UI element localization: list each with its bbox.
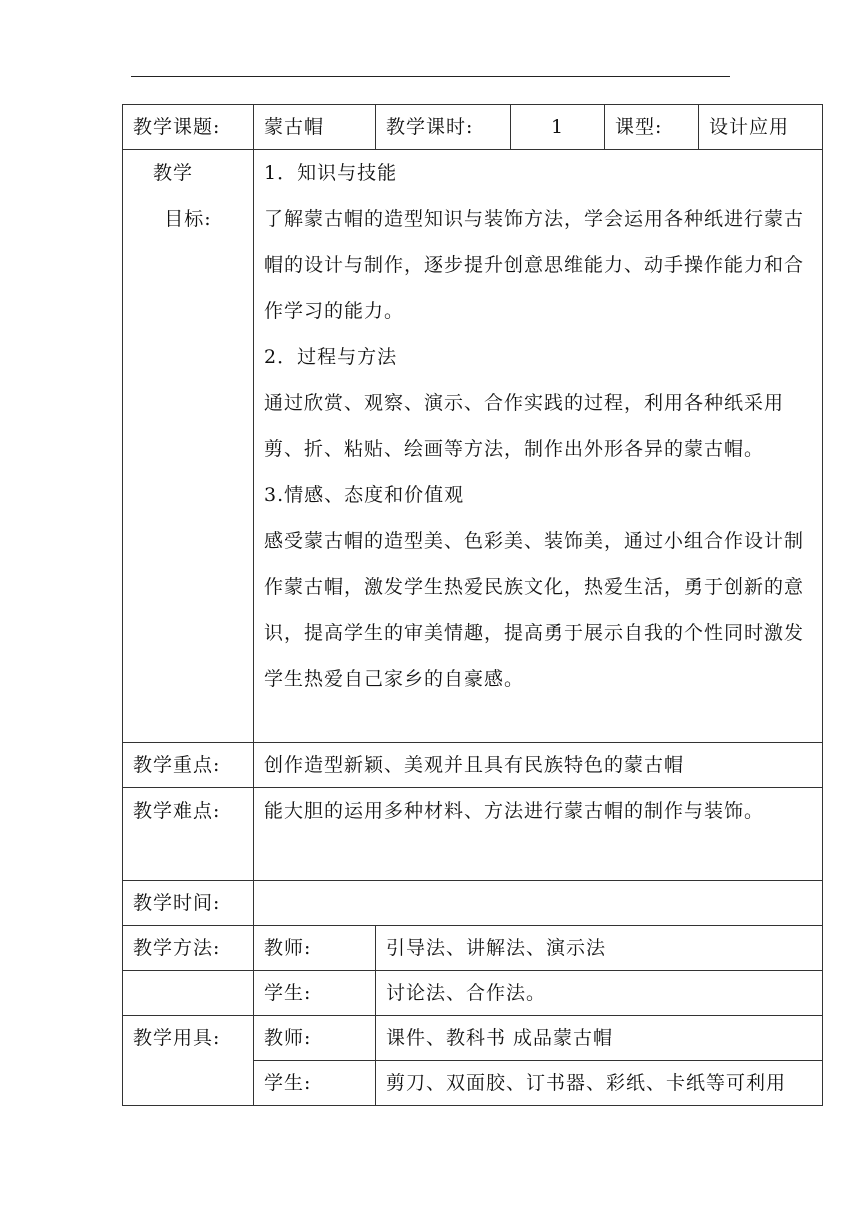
methods-empty-cell xyxy=(123,971,254,1016)
topic-value: 蒙古帽 xyxy=(254,105,376,150)
lesson-plan-table xyxy=(122,104,823,1106)
methods-student-row xyxy=(123,971,823,1016)
objective-paragraph-2: 通过欣赏、观察、演示、合作实践的过程，利用各种纸采用剪、折、粘贴、绘画等方法，制作出外形各异的蒙古帽。 xyxy=(264,392,785,460)
header-rule xyxy=(131,76,730,77)
difficulty-row xyxy=(123,788,823,881)
methods-teacher-value: 引导法、讲解法、演示法 xyxy=(376,926,823,971)
time-row xyxy=(123,881,823,926)
lesson-info-row xyxy=(123,105,823,150)
objective-heading-2: 2．过程与方法 xyxy=(264,346,398,368)
tools-teacher-row xyxy=(123,1016,823,1061)
type-value: 设计应用 xyxy=(699,105,823,150)
methods-student-label: 学生: xyxy=(254,971,376,1016)
objectives-content xyxy=(254,150,823,743)
key-point-label: 教学重点: xyxy=(123,743,254,788)
tools-student-value: 剪刀、双面胶、订书器、彩纸、卡纸等可利用 xyxy=(376,1061,823,1106)
tools-teacher-value: 课件、教科书 成品蒙古帽 xyxy=(376,1016,823,1061)
objectives-row xyxy=(123,150,823,743)
methods-label: 教学方法: xyxy=(123,926,254,971)
time-label: 教学时间: xyxy=(123,881,254,926)
objective-heading-3: 3.情感、态度和价值观 xyxy=(264,484,465,506)
methods-teacher-label: 教师: xyxy=(254,926,376,971)
tools-teacher-label: 教师: xyxy=(254,1016,376,1061)
objectives-label-line2: 目标: xyxy=(164,208,212,230)
type-label: 课型: xyxy=(605,105,699,150)
key-point-value: 创作造型新颖、美观并且具有民族特色的蒙古帽 xyxy=(254,743,823,788)
objectives-label-line1: 教学 xyxy=(152,162,193,184)
objective-paragraph-3: 感受蒙古帽的造型美、色彩美、装饰美，通过小组合作设计制作蒙古帽，激发学生热爱民族文化，热爱生活，勇于创新的意识，提高学生的审美情趣，提高勇于展示自我的个性同时激发学生热爱自己家乡的自豪感。 xyxy=(264,530,805,690)
tools-label: 教学用具: xyxy=(123,1016,254,1106)
topic-label: 教学课题: xyxy=(123,105,254,150)
objectives-label xyxy=(123,150,254,743)
objective-paragraph-1: 了解蒙古帽的造型知识与装饰方法，学会运用各种纸进行蒙古帽的设计与制作，逐步提升创意思维能力、动手操作能力和合作学习的能力。 xyxy=(264,208,805,322)
key-point-row xyxy=(123,743,823,788)
tools-student-label: 学生: xyxy=(254,1061,376,1106)
time-value xyxy=(254,881,823,926)
hours-label: 教学课时: xyxy=(376,105,511,150)
objective-heading-1: 1．知识与技能 xyxy=(264,162,398,184)
difficulty-label: 教学难点: xyxy=(123,788,254,881)
difficulty-value: 能大胆的运用多种材料、方法进行蒙古帽的制作与装饰。 xyxy=(254,788,823,881)
methods-student-value: 讨论法、合作法。 xyxy=(376,971,823,1016)
methods-teacher-row xyxy=(123,926,823,971)
hours-value: 1 xyxy=(511,105,605,150)
